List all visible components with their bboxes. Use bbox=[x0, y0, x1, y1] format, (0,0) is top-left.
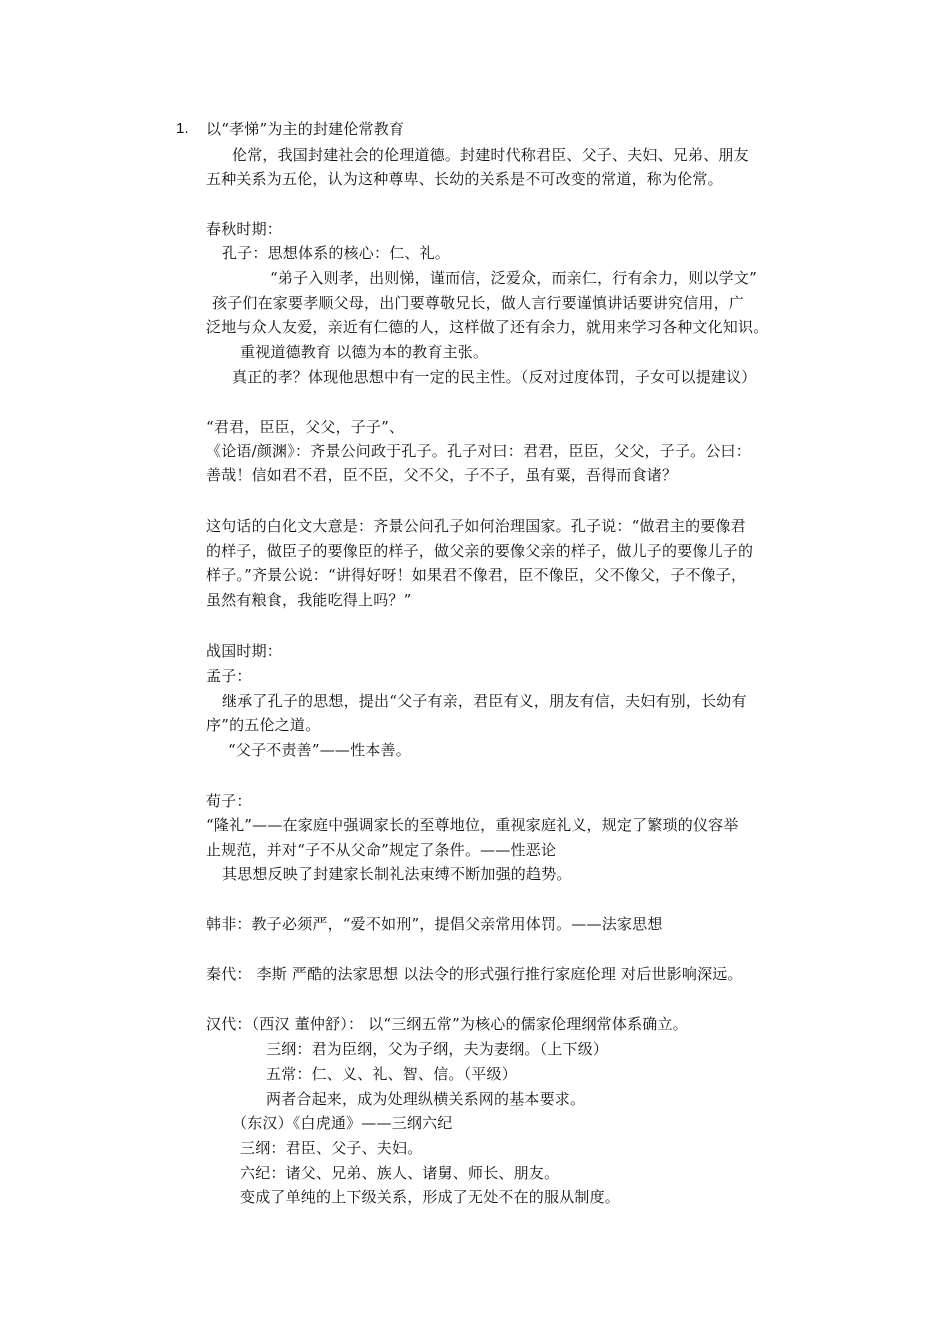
text-line: 汉代：（西汉 董仲舒）： 以“三纲五常”为核心的儒家伦理纲常体系确立。 bbox=[206, 1015, 688, 1033]
text-line: 止规范，并对“子不从父命”规定了条件。——性恶论 bbox=[206, 841, 557, 859]
text-line: 两者合起来，成为处理纵横关系网的基本要求。 bbox=[266, 1090, 586, 1108]
text-line: （东汉）《白虎通》——三纲六纪 bbox=[232, 1114, 453, 1132]
text-line: 五常：仁、义、礼、智、信。（平级） bbox=[266, 1065, 517, 1083]
quote-line: “君君，臣臣，父父，子子”、 bbox=[206, 418, 405, 436]
text-line: 虽然有粮食，我能吃得上吗？” bbox=[206, 591, 412, 609]
quote-line: “弟子入则孝，出则悌，谨而信，泛爱众，而亲仁，行有余力，则以学文” bbox=[270, 269, 757, 287]
text-line: 韩非：教子必须严，“爱不如刑”，提倡父亲常用体罚。——法家思想 bbox=[206, 915, 663, 933]
text-line: 重视道德教育 以德为本的教育主张。 bbox=[240, 343, 489, 361]
text-line: 其思想反映了封建家长制礼法束缚不断加强的趋势。 bbox=[222, 865, 572, 883]
text-line: 六纪：诸父、兄弟、族人、诸舅、师长、朋友。 bbox=[240, 1164, 560, 1182]
text-line: 伦常，我国封建社会的伦理道德。封建时代称君臣、父子、夫妇、兄弟、朋友 bbox=[232, 146, 749, 164]
text-line: “隆礼”——在家庭中强调家长的至尊地位，重视家庭礼义，规定了繁琐的仪容举 bbox=[206, 816, 739, 834]
text-line: 的样子，做臣子的要像臣的样子，做父亲的要像父亲的样子，做儿子的要像儿子的 bbox=[206, 542, 754, 560]
text-line: 《论语/颜渊》：齐景公问政于孔子。孔子对曰：君君，臣臣，父父，子子。公曰： bbox=[206, 442, 751, 460]
text-line: 泛地与众人友爱，亲近有仁德的人，这样做了还有余力，就用来学习各种文化知识。 bbox=[206, 318, 769, 336]
text-line: 样子。”齐景公说：“讲得好呀！如果君不像君，臣不像臣，父不像父，子不像子， bbox=[206, 566, 747, 584]
text-line: 序”的五伦之道。 bbox=[206, 716, 321, 734]
text-line: 三纲：君臣、父子、夫妇。 bbox=[240, 1139, 423, 1157]
text-line: 孩子们在家要孝顺父母，出门要尊敬兄长，做人言行要谨慎讲话要讲究信用，广 bbox=[212, 294, 745, 312]
text-line: 秦代： 李斯 严酷的法家思想 以法令的形式强行推行家庭伦理 对后世影响深远。 bbox=[206, 965, 743, 983]
text-line: 变成了单纯的上下级关系，形成了无处不在的服从制度。 bbox=[240, 1188, 621, 1206]
subheading: 孟子： bbox=[206, 667, 252, 685]
text-line: 这句话的白化文大意是：齐景公问孔子如何治理国家。孔子说：“做君主的要像君 bbox=[206, 517, 746, 535]
heading-number: 1. bbox=[176, 120, 189, 137]
text-line: 三纲：君为臣纲，父为子纲，夫为妻纲。（上下级） bbox=[266, 1040, 609, 1058]
section-heading: 春秋时期： bbox=[206, 220, 283, 238]
text-line: 五种关系为五伦，认为这种尊卑、长幼的关系是不可改变的常道，称为伦常。 bbox=[206, 170, 723, 188]
heading-title: 以“孝悌”为主的封建伦常教育 bbox=[206, 120, 405, 138]
quote-line: “父子不责善”——性本善。 bbox=[228, 741, 411, 759]
text-line: 孔子：思想体系的核心：仁、礼。 bbox=[222, 244, 451, 262]
text-line: 善哉！信如君不君，臣不臣，父不父，子不子，虽有粟，吾得而食诸？ bbox=[206, 466, 678, 484]
text-line: 继承了孔子的思想，提出“父子有亲，君臣有义，朋友有信，夫妇有别，长幼有 bbox=[222, 692, 747, 710]
text-line: 真正的孝？体现他思想中有一定的民主性。（反对过度体罚，子女可以提建议） bbox=[232, 368, 757, 386]
subheading: 荀子： bbox=[206, 792, 252, 810]
section-heading: 战国时期： bbox=[206, 642, 283, 660]
